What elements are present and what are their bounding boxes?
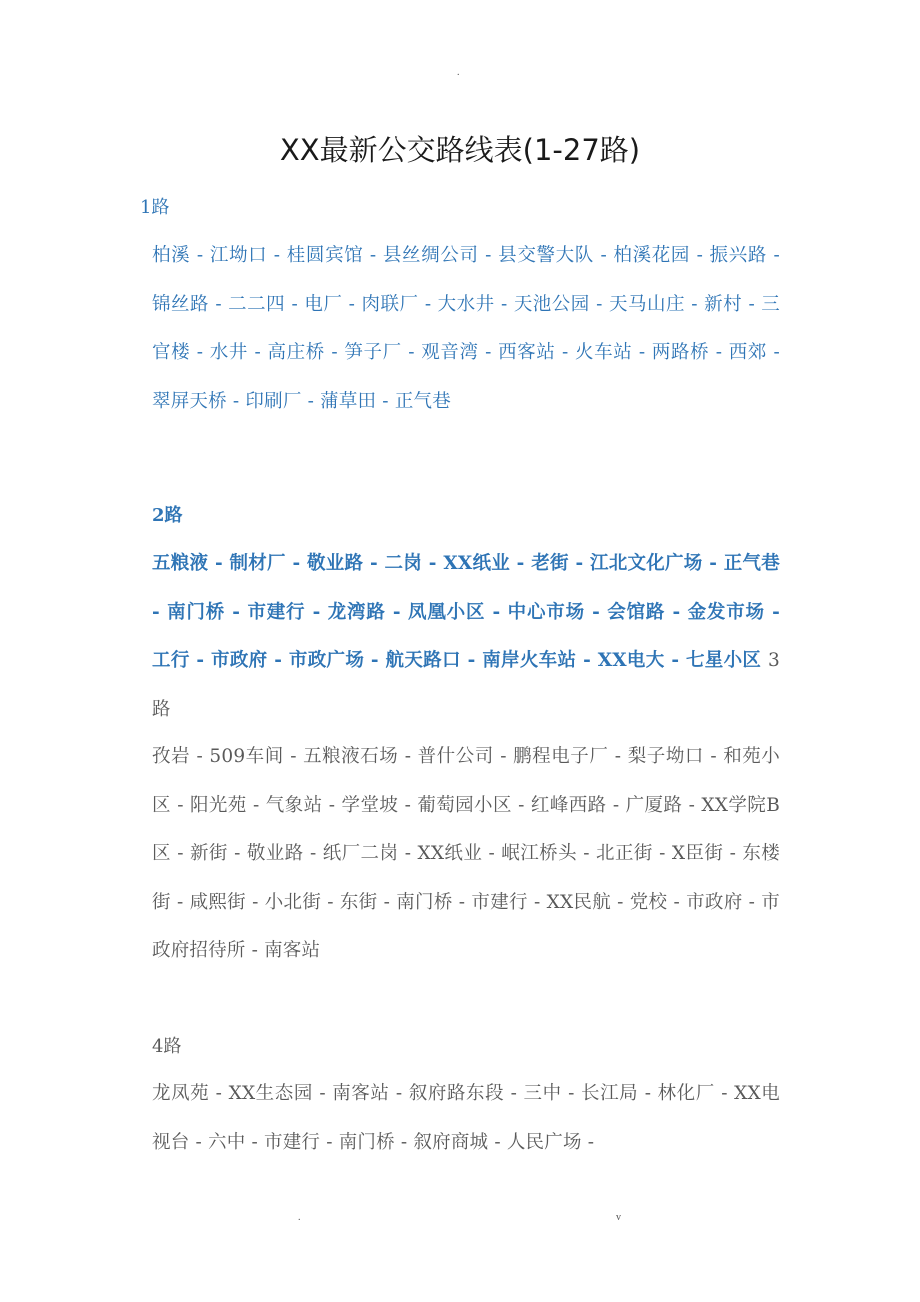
route-2-stops — [152, 540, 780, 734]
route-3-heading: 3路 — [152, 650, 780, 720]
route-3-stops: 孜岩 - 509车间 - 五粮液石场 - 普什公司 - 鹏程电子厂 - 梨子坳口 - 和苑小区 - 阳光苑 - 气象站 - 学堂坡 - 葡萄园小区 - 红峰西路 - 广厦路 - XX学院B区 - 新街 - 敬业路 - 纸厂二岗 - XX纸业 - 岷江桥头 - 北正街 - X臣街 - 东楼街 - 咸熙街 - 小北街 - 东街 - 南门桥 - 市建行 - XX民航 - 党校 - 市政府 - 市政府招待所 - 南客站 — [152, 746, 780, 961]
route-4-stops: 龙凤苑 - XX生态园 - 南客站 - 叙府路东段 - 三中 - 长江局 - 林化厂 - XX电视台 - 六中 - 市建行 - 南门桥 - 叙府商城 - 人民广场 - — [152, 1083, 780, 1153]
route-1-stops: 柏溪 - 江坳口 - 桂圆宾馆 - 县丝绸公司 - 县交警大队 - 柏溪花园 - 振兴路 - 锦丝路 - 二二四 - 电厂 - 肉联厂 - 大水井 - 天池公园 - 天马山庄 - 新村 - 三官楼 - 水井 - 高庄桥 - 笋子厂 - 观音湾 - 西客站 - 火车站 - 两路桥 - 西郊 - 翠屏天桥 - 印刷厂 - 蒲草田 - 正气巷 — [152, 245, 780, 412]
footer-left-mark: . — [298, 1212, 301, 1223]
document-title: XX最新公交路线表(1-27路) — [279, 133, 641, 167]
route-4-heading: 4路 — [152, 1036, 182, 1057]
route-1-heading: 1路 — [140, 197, 170, 218]
route-2-heading: 2路 — [152, 505, 183, 526]
route-2-stops-text: 五粮液 - 制材厂 - 敬业路 - 二岗 - XX纸业 - 老街 - 江北文化广场 - 正气巷 - 南门桥 - 市建行 - 龙湾路 - 凤凰小区 - 中心市场 - 会馆路 - 金发市场 - 工行 - 市政府 - 市政广场 - 航天路口 - 南岸火车站 - XX电大 - 七星小区 — [152, 553, 780, 671]
page-top-mark: . — [457, 67, 460, 78]
footer-right-mark: v — [616, 1212, 621, 1223]
